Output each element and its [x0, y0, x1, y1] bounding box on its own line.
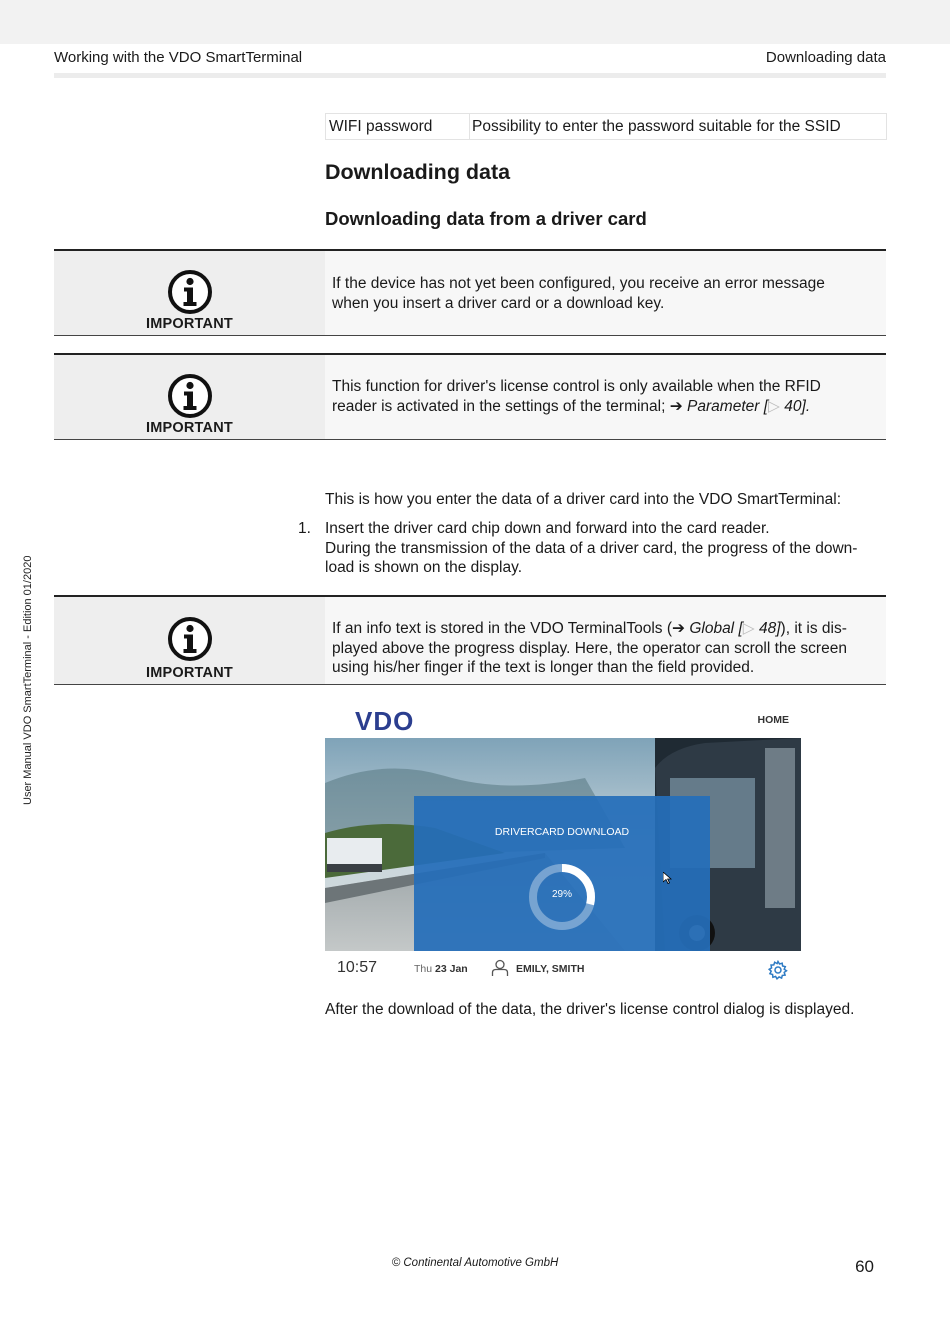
important-note [54, 595, 886, 685]
step-detail: During the transmission of the data of a driver card, the progress of the down-load is shown on the display. [325, 539, 858, 576]
note-label: IMPORTANT [146, 420, 233, 436]
svg-text:VDO: VDO [355, 707, 415, 733]
cursor-icon [663, 872, 672, 884]
important-note [54, 249, 886, 336]
vdo-logo [355, 707, 441, 733]
copyright-footer: © Continental Automotive GmbH [391, 1257, 559, 1269]
note-text [332, 619, 856, 678]
parameter-table-row [325, 113, 887, 140]
note-text-part: ), it is dis-played above the progress display. Here, the operator can scroll the screen using his/her finger if the text is longer than the field provided. [332, 620, 847, 676]
parameter-term: WIFI password [329, 117, 433, 135]
note-text-part: . [805, 397, 811, 415]
page-top-band [0, 0, 950, 44]
cross-reference-page: 40] [779, 397, 806, 415]
step-text [325, 519, 880, 578]
cross-reference-text: Parameter [687, 397, 760, 415]
arrow-icon: ➔ [669, 397, 683, 415]
cross-reference-bracket: [ [734, 620, 743, 637]
note-text: If the device has not yet been configured, you receive an error message when you insert a driver card or a download key. [332, 275, 825, 312]
info-icon [167, 616, 213, 662]
step-instruction: Insert the driver card chip down and forward into the card reader. [325, 520, 770, 537]
user-icon[interactable] [491, 959, 509, 977]
home-button[interactable]: HOME [757, 714, 789, 726]
note-text-part: This function for driver's license control is only available when the RFID reader is activated in the settings of the terminal; [332, 378, 821, 415]
truck-background-image [325, 738, 801, 951]
step-number: 1. [298, 520, 311, 537]
after-download-paragraph: After the download of the data, the driver's license control dialog is displayed. [325, 1001, 855, 1018]
cross-reference-link[interactable] [687, 398, 806, 415]
note-text [332, 377, 856, 416]
page-ref-triangle-icon: ▷ [768, 397, 780, 415]
clock-time: 10:57 [337, 959, 378, 976]
driver-name: EMILY, SMITH [516, 963, 585, 975]
cross-reference-bracket: [ [759, 397, 769, 415]
header-divider [54, 73, 886, 78]
intro-paragraph: This is how you enter the data of a driver card into the VDO SmartTerminal: [325, 491, 842, 508]
subsection-heading: Downloading data from a driver card [325, 208, 647, 229]
date-weekday: Thu [414, 963, 433, 975]
page-number: 60 [855, 1257, 874, 1276]
gear-icon[interactable] [768, 960, 788, 980]
note-label: IMPORTANT [146, 316, 233, 332]
important-note [54, 353, 886, 440]
cross-reference-link[interactable] [685, 620, 781, 637]
parameter-description: Possibility to enter the password suitable for the SSID [469, 114, 886, 139]
status-bar [325, 951, 801, 983]
arrow-icon: ➔ [672, 620, 686, 637]
cross-reference-text: Global [685, 620, 735, 637]
date-value: 23 Jan [435, 963, 468, 975]
note-label: IMPORTANT [146, 665, 233, 681]
side-edition-text: User Manual VDO SmartTerminal - Edition 01/2020 [22, 555, 34, 805]
info-icon [167, 373, 213, 419]
section-heading: Downloading data [325, 160, 511, 184]
date-display [414, 963, 468, 975]
dialog-title: DRIVERCARD DOWNLOAD [494, 826, 630, 838]
running-header-section: Downloading data [765, 49, 886, 66]
progress-percent: 29% [551, 889, 572, 900]
page-ref-triangle-icon: ▷ [742, 620, 755, 637]
terminal-screenshot [325, 703, 801, 983]
info-icon [167, 269, 213, 315]
cross-reference-page: 48] [754, 620, 781, 637]
note-text-part: If an info text is stored in the VDO TerminalTools ( [332, 620, 673, 637]
running-header-chapter: Working with the VDO SmartTerminal [54, 49, 303, 66]
